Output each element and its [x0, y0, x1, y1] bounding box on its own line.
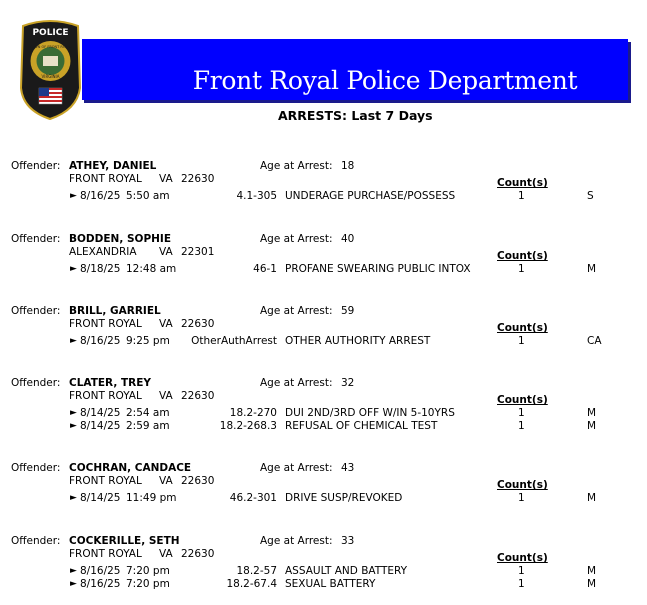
arrest-record: [0, 377, 647, 447]
charge-code: OtherAuthArrest: [191, 335, 277, 347]
offender-label: Offender:: [11, 377, 61, 389]
charge-description: PROFANE SWEARING PUBLIC INTOX: [285, 263, 471, 275]
age-label: Age at Arrest:: [260, 233, 333, 245]
age-label: Age at Arrest:: [260, 305, 333, 317]
arrest-record: [0, 462, 647, 532]
charge-time: 2:59 am: [126, 420, 170, 432]
charge-row: [0, 565, 647, 578]
charge-count: 1: [518, 335, 525, 347]
charge-time: 9:25 pm: [126, 335, 170, 347]
bullet-arrow-icon: ►: [70, 493, 77, 503]
charge-class: M: [587, 263, 597, 275]
charge-code: 46.2-301: [229, 492, 277, 504]
charge-count: 1: [518, 190, 525, 202]
charge-time: 7:20 pm: [126, 565, 170, 577]
charge-class: M: [587, 578, 597, 590]
charge-count: 1: [518, 407, 525, 419]
offender-city: FRONT ROYAL: [69, 390, 142, 402]
offender-city: ALEXANDRIA: [69, 246, 137, 258]
charge-time: 2:54 am: [126, 407, 170, 419]
arrest-record: [0, 535, 647, 605]
offender-name: ATHEY, DANIEL: [69, 160, 157, 172]
age-label: Age at Arrest:: [260, 462, 333, 474]
charge-row: [0, 420, 647, 433]
badge-bottom-text: VIRGINIA: [41, 74, 60, 79]
police-badge-logo: [17, 18, 84, 120]
offender-state: VA: [159, 173, 173, 185]
charge-date: 8/14/25: [80, 420, 121, 432]
offender-name: COCKERILLE, SETH: [69, 535, 180, 547]
charge-time: 5:50 am: [126, 190, 170, 202]
charge-row: [0, 335, 647, 348]
offender-city: FRONT ROYAL: [69, 475, 142, 487]
charge-class: M: [587, 420, 597, 432]
offender-zip: 22630: [181, 318, 215, 330]
offender-state: VA: [159, 318, 173, 330]
charge-row: [0, 263, 647, 276]
offender-city: FRONT ROYAL: [69, 173, 142, 185]
counts-header: Count(s): [497, 250, 548, 262]
bullet-arrow-icon: ►: [70, 264, 77, 274]
bullet-arrow-icon: ►: [70, 579, 77, 589]
charge-date: 8/16/25: [80, 190, 121, 202]
offender-label: Offender:: [11, 160, 61, 172]
charge-code: 18.2-270: [229, 407, 277, 419]
bullet-arrow-icon: ►: [70, 566, 77, 576]
badge-ring-text: TOWN OF FRONT ROYAL: [29, 45, 72, 49]
charge-time: 12:48 am: [126, 263, 177, 275]
charge-count: 1: [518, 420, 525, 432]
offender-name: BODDEN, SOPHIE: [69, 233, 172, 245]
charge-date: 8/16/25: [80, 565, 121, 577]
offender-state: VA: [159, 390, 173, 402]
charge-time: 11:49 pm: [126, 492, 177, 504]
charge-date: 8/14/25: [80, 492, 121, 504]
charge-description: DUI 2ND/3RD OFF W/IN 5-10YRS: [285, 407, 455, 419]
offender-label: Offender:: [11, 233, 61, 245]
counts-header: Count(s): [497, 177, 548, 189]
charge-count: 1: [518, 578, 525, 590]
charge-code: 46-1: [253, 263, 277, 275]
charge-date: 8/16/25: [80, 335, 121, 347]
charge-class: S: [587, 190, 594, 202]
charge-date: 8/16/25: [80, 578, 121, 590]
charge-description: REFUSAL OF CHEMICAL TEST: [285, 420, 438, 432]
charge-row: [0, 578, 647, 591]
age-value: 40: [341, 233, 355, 245]
offender-city: FRONT ROYAL: [69, 548, 142, 560]
bullet-arrow-icon: ►: [70, 421, 77, 431]
charge-description: DRIVE SUSP/REVOKED: [285, 492, 403, 504]
counts-header: Count(s): [497, 322, 548, 334]
charge-code: 18.2-57: [236, 565, 277, 577]
charge-row: [0, 492, 647, 505]
age-label: Age at Arrest:: [260, 535, 333, 547]
badge-top-text: POLICE: [32, 28, 69, 38]
age-value: 18: [341, 160, 355, 172]
offender-label: Offender:: [11, 535, 61, 547]
age-value: 59: [341, 305, 355, 317]
header-banner: [82, 39, 628, 100]
offender-label: Offender:: [11, 462, 61, 474]
counts-header: Count(s): [497, 479, 548, 491]
offender-city: FRONT ROYAL: [69, 318, 142, 330]
offender-state: VA: [159, 475, 173, 487]
age-label: Age at Arrest:: [260, 377, 333, 389]
offender-label: Offender:: [11, 305, 61, 317]
charge-description: OTHER AUTHORITY ARREST: [285, 335, 431, 347]
age-value: 33: [341, 535, 355, 547]
charge-description: ASSAULT AND BATTERY: [285, 565, 408, 577]
offender-zip: 22630: [181, 390, 215, 402]
charge-code: 18.2-67.4: [226, 578, 277, 590]
arrest-record: [0, 305, 647, 375]
charge-description: UNDERAGE PURCHASE/POSSESS: [285, 190, 456, 202]
counts-header: Count(s): [497, 394, 548, 406]
charge-code: 18.2-268.3: [219, 420, 277, 432]
counts-header: Count(s): [497, 552, 548, 564]
bullet-arrow-icon: ►: [70, 191, 77, 201]
charge-class: M: [587, 492, 597, 504]
age-label: Age at Arrest:: [260, 160, 333, 172]
charge-row: [0, 190, 647, 203]
charge-date: 8/14/25: [80, 407, 121, 419]
charge-date: 8/18/25: [80, 263, 121, 275]
offender-name: CLATER, TREY: [69, 377, 151, 389]
charge-class: M: [587, 565, 597, 577]
charge-description: SEXUAL BATTERY: [285, 578, 376, 590]
charge-count: 1: [518, 565, 525, 577]
charge-count: 1: [518, 263, 525, 275]
arrest-record: [0, 160, 647, 230]
offender-zip: 22630: [181, 548, 215, 560]
offender-name: BRILL, GARRIEL: [69, 305, 161, 317]
bullet-arrow-icon: ►: [70, 336, 77, 346]
offender-state: VA: [159, 548, 173, 560]
offender-state: VA: [159, 246, 173, 258]
charge-row: [0, 407, 647, 420]
charge-class: CA: [587, 335, 602, 347]
report-subtitle: ARRESTS: Last 7 Days: [278, 108, 433, 123]
page-title: Front Royal Police Department: [192, 66, 578, 95]
charge-time: 7:20 pm: [126, 578, 170, 590]
age-value: 43: [341, 462, 355, 474]
bullet-arrow-icon: ►: [70, 408, 77, 418]
offender-zip: 22630: [181, 173, 215, 185]
charge-count: 1: [518, 492, 525, 504]
arrest-record: [0, 233, 647, 303]
offender-zip: 22301: [181, 246, 215, 258]
offender-zip: 22630: [181, 475, 215, 487]
charge-class: M: [587, 407, 597, 419]
offender-name: COCHRAN, CANDACE: [69, 462, 192, 474]
charge-code: 4.1-305: [236, 190, 277, 202]
age-value: 32: [341, 377, 355, 389]
